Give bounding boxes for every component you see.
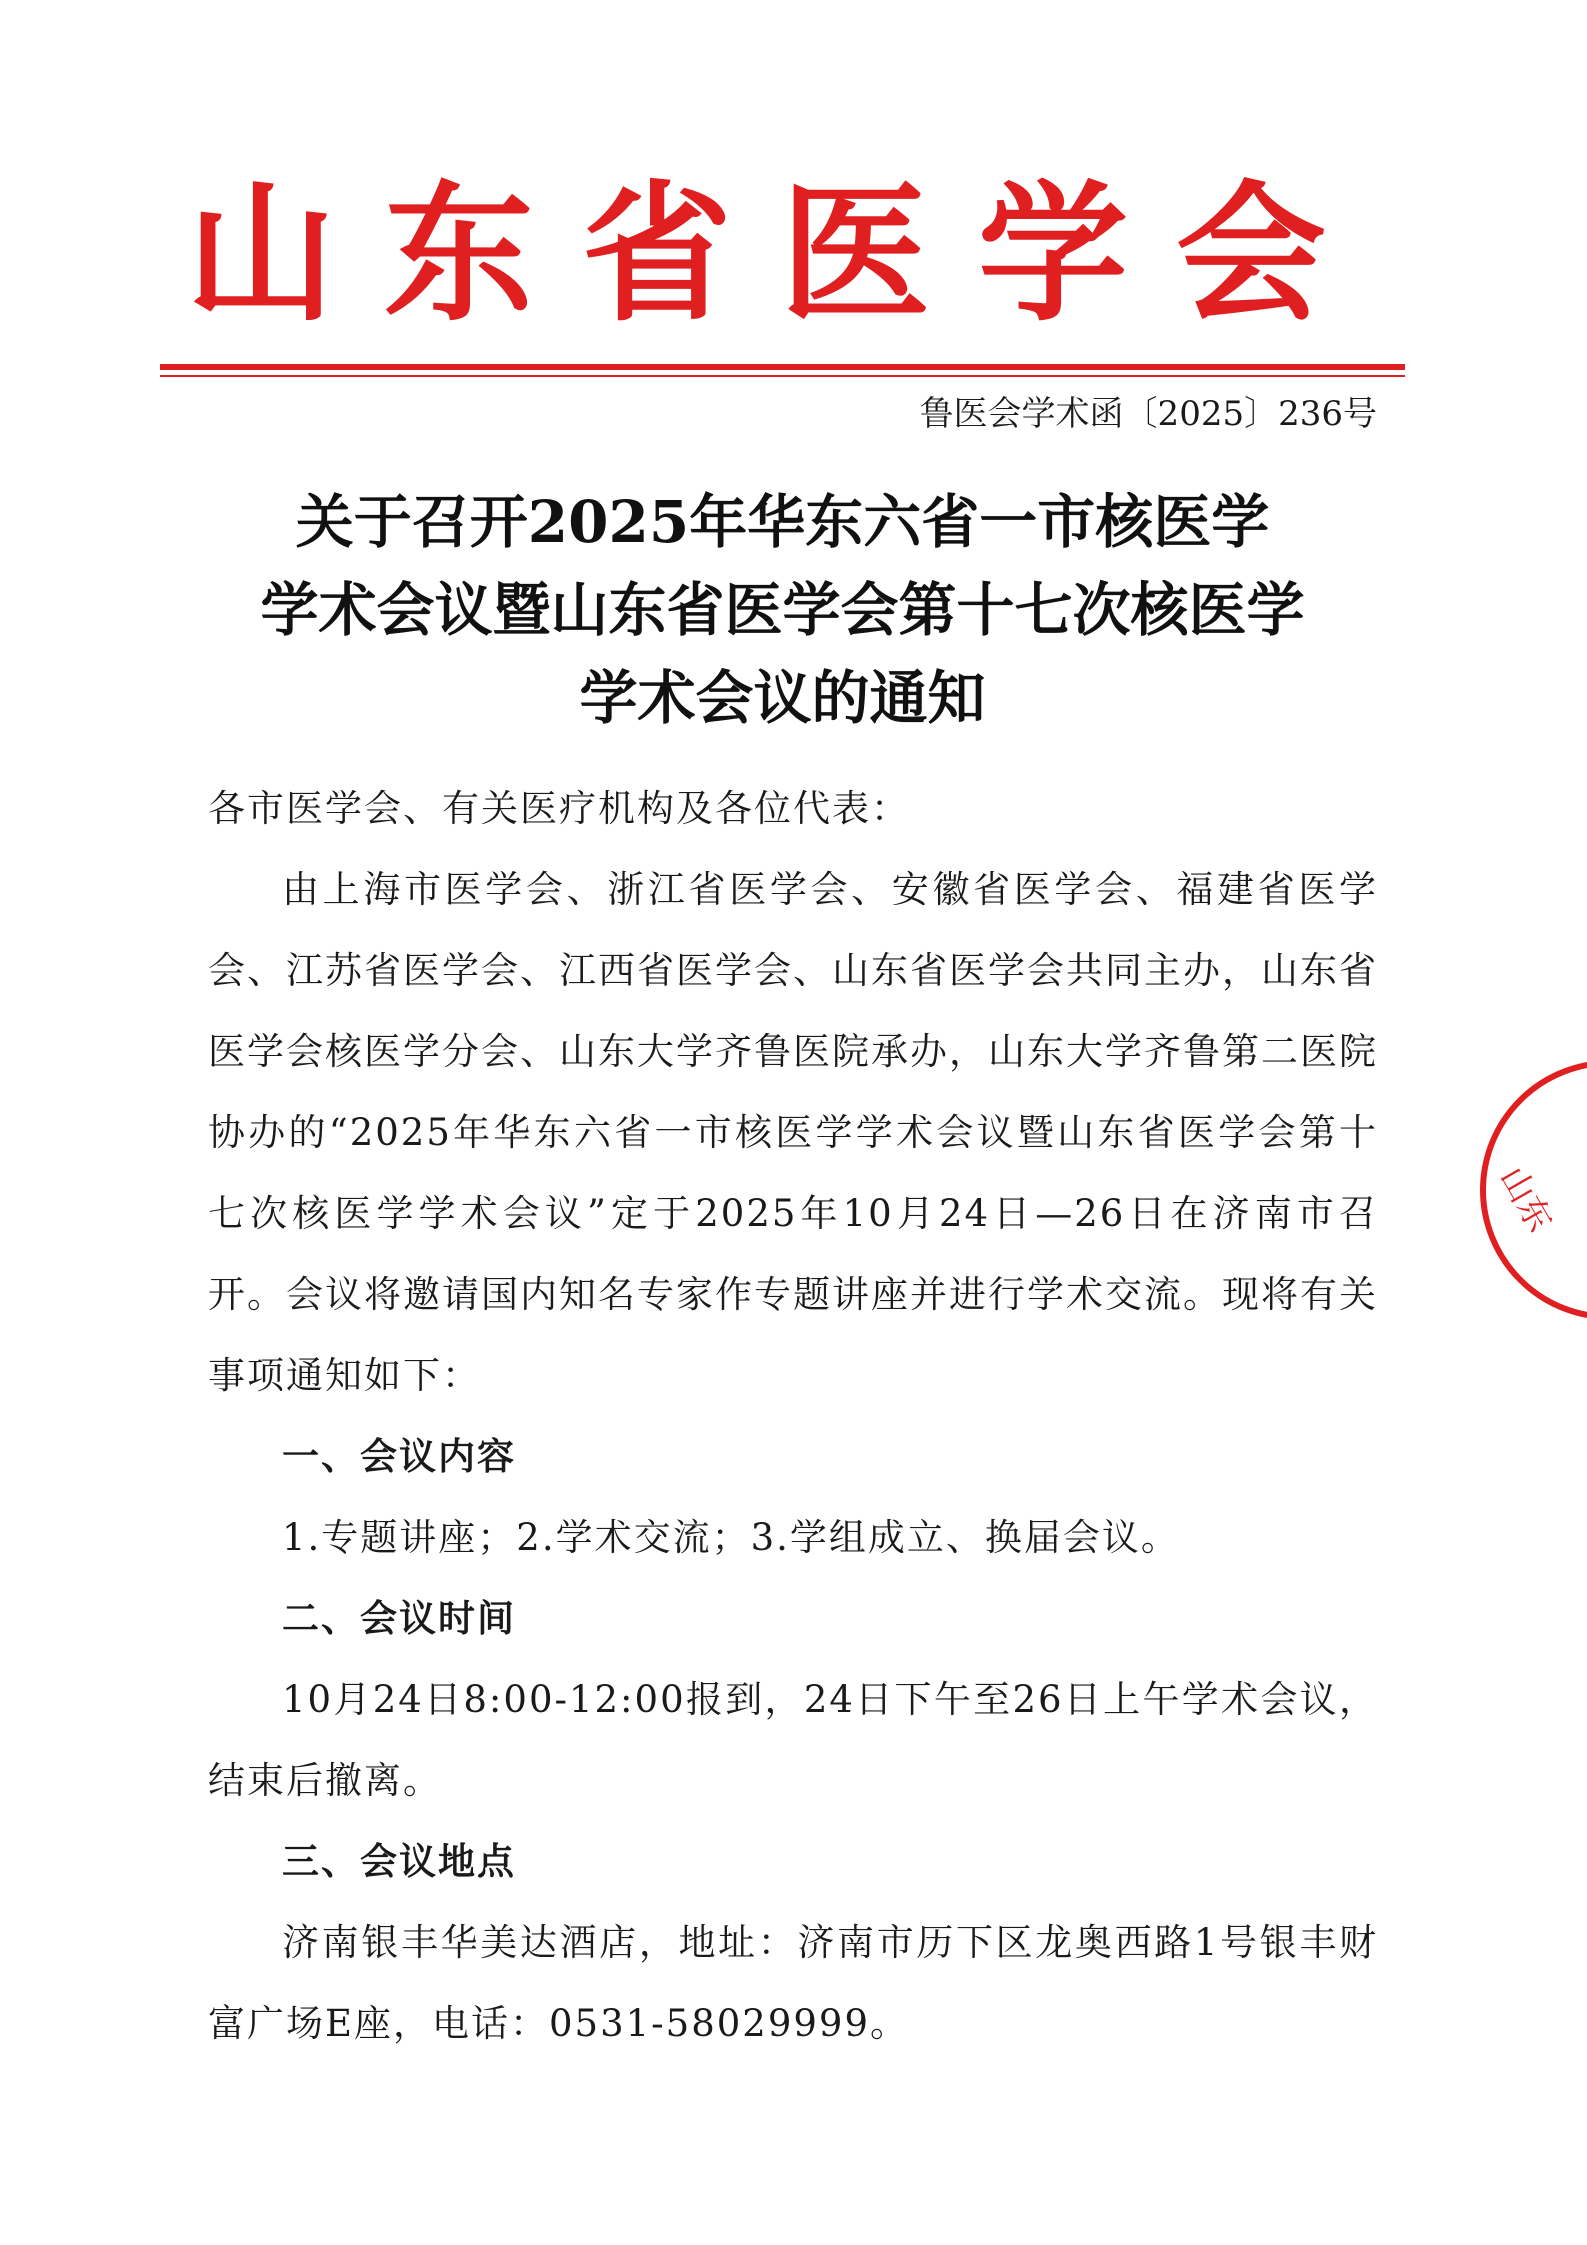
intro-paragraph: 由上海市医学会、浙江省医学会、安徽省医学会、福建省医学会、江苏省医学会、江西省医学会、山东省医学会共同主办，山东省医学会核医学分会、山东大学齐鲁医院承办，山东大学齐鲁第二医院协办的“2025年华东六省一市核医学学术会议暨山东省医学会第十七次核医学学术会议”定于2025年10月24日—26日在济南市召开。会议将邀请国内知名专家作专题讲座并进行学术交流。现将有关事项通知如下： (208, 868, 1378, 1397)
title-line-2: 学术会议暨山东省医学会第十七次核医学 (260, 576, 1305, 644)
title-line-3: 学术会议的通知 (579, 664, 986, 732)
section-text-content: 1.专题讲座；2.学术交流；3.学组成立、换届会议。 (282, 1516, 1180, 1559)
section-text-time: 10月24日8:00-12:00报到，24日下午至26日上午学术会议，结束后撤离。 (208, 1678, 1378, 1802)
letterhead-rule-thick (160, 364, 1405, 370)
section-heading-content: 一、会议内容 (282, 1435, 516, 1478)
document-number: 鲁医会学术函〔2025〕236号 (919, 394, 1377, 434)
salutation: 各市医学会、有关医疗机构及各位代表： (208, 787, 910, 830)
document-title (160, 478, 1405, 742)
section-heading-time: 二、会议时间 (282, 1597, 516, 1640)
official-seal-text: 山东 (1491, 1160, 1560, 1239)
document-body (208, 768, 1378, 2064)
letterhead-title: 山东省医学会 (185, 168, 1374, 342)
section-heading-venue: 三、会议地点 (282, 1840, 516, 1883)
title-line-1: 关于召开2025年华东六省一市核医学 (295, 488, 1270, 556)
letterhead-rule-thin (160, 375, 1405, 377)
section-text-venue: 济南银丰华美达酒店，地址：济南市历下区龙奥西路1号银丰财富广场E座，电话：0531-58029999。 (208, 1921, 1378, 2045)
